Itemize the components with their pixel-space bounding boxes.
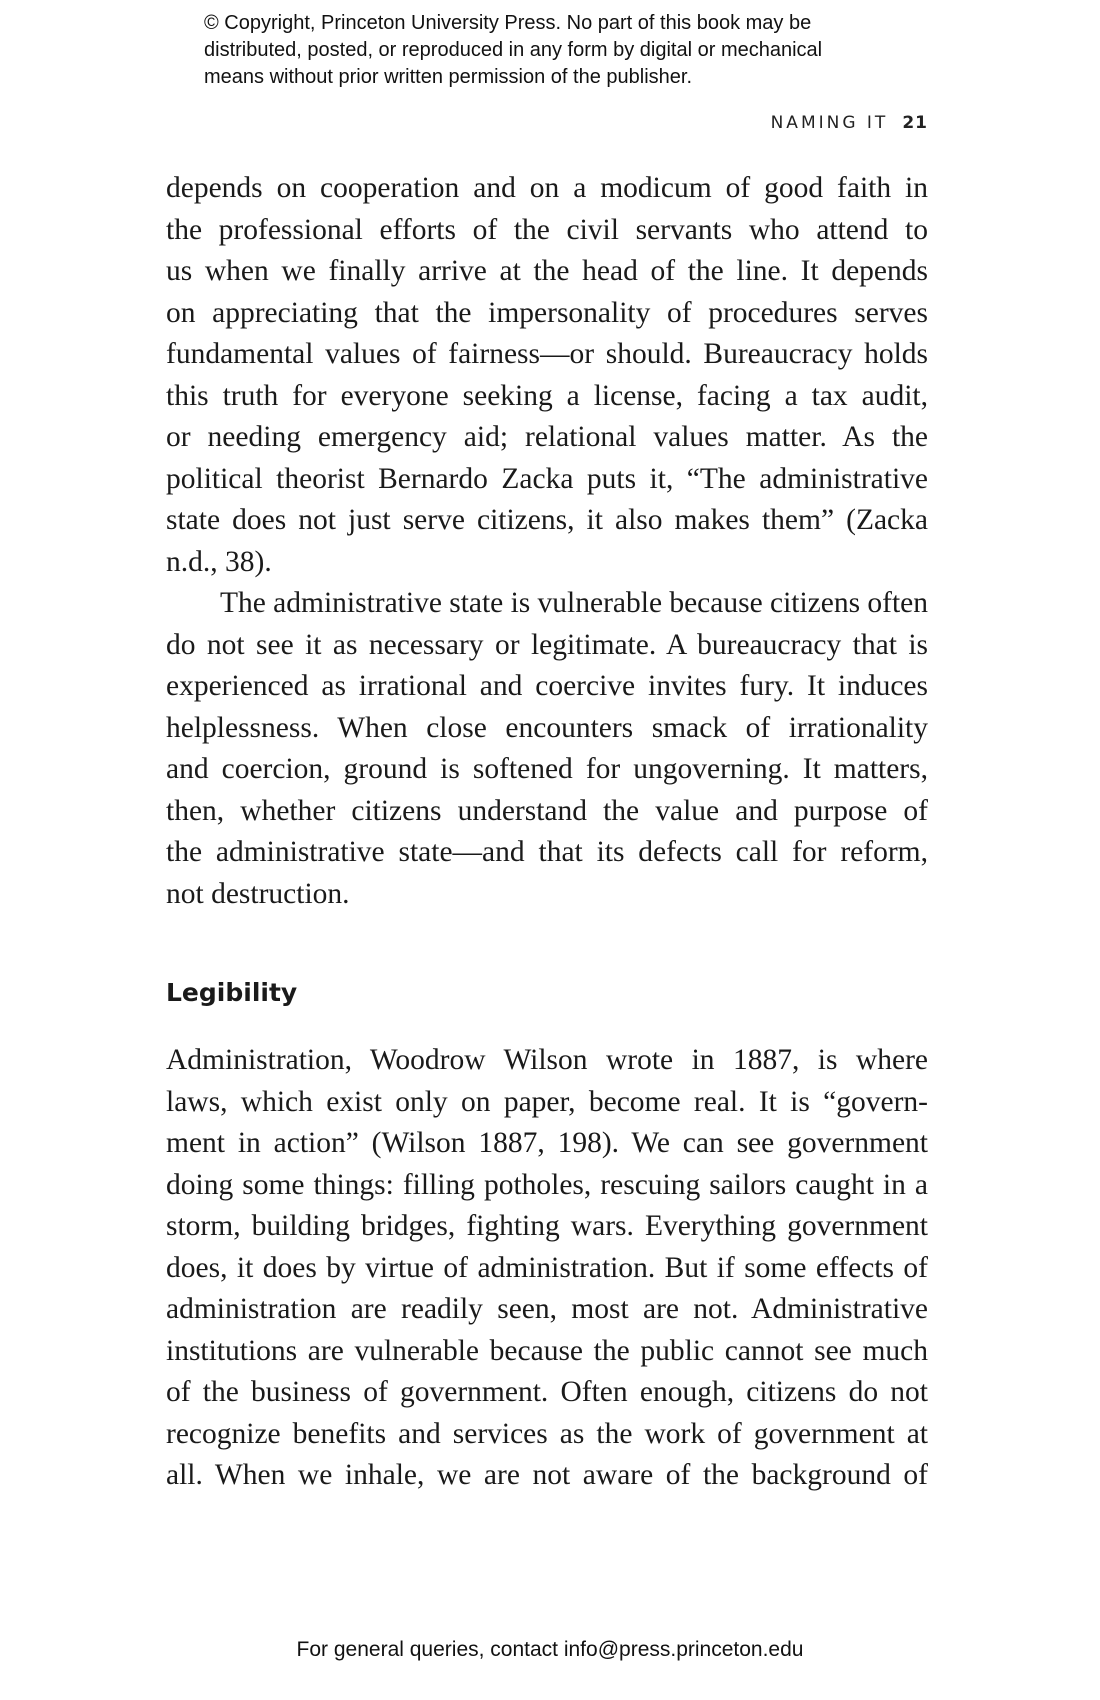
copyright-line: © Copyright, Princeton University Press. No part of this book may be [204,12,812,34]
text-line: of the business of government. Often enough, citizens do not [166,1376,928,1408]
text-line: us when we finally arrive at the head of the line. It depends [166,255,928,287]
paragraph-continued [166,168,928,583]
text-line: not destruction. [166,877,350,910]
text-line: ment in action” (Wilson 1887, 198). We can see government [166,1127,928,1159]
copyright-line: means without prior written permission of the publisher. [204,66,693,88]
section-heading: Legibility [166,978,298,1007]
text-line: n.d., 38). [166,545,272,578]
text-line: fundamental values of fairness—or should. Bureaucracy holds [166,338,928,370]
paragraph-vulnerable [166,583,928,915]
text-line: administration are readily seen, most are not. Administrative [166,1293,928,1325]
paragraph-legibility [166,1040,928,1497]
running-head [771,113,928,133]
text-line: on appreciating that the impersonality of procedures serves [166,296,928,329]
text-line: helplessness. When close encounters smack of irrationality [166,711,928,744]
footer-text: For general queries, contact info@press.princeton.edu [296,1638,804,1661]
text-line: or needing emergency aid; relational values matter. As the [166,421,928,453]
text-line: experienced as irrational and coercive invites fury. It induces [166,670,928,702]
text-line: recognize benefits and services as the work of government at [166,1417,928,1450]
text-line: the professional efforts of the civil servants who attend to [166,213,928,246]
text-line: The administrative state is vulnerable because citizens often [220,587,928,619]
footer-contact [0,1638,1100,1662]
page-number: 21 [902,113,928,133]
text-line: Administration, Woodrow Wilson wrote in 1887, is where [166,1044,928,1076]
text-line: state does not just serve citizens, it also makes them” (Zacka [166,504,928,536]
text-line: storm, building bridges, fighting wars. Everything government [166,1210,928,1242]
running-head-title: NAMING IT [770,113,889,133]
text-line: institutions are vulnerable because the public cannot see much [166,1334,928,1367]
copyright-notice [204,10,924,91]
text-line: depends on cooperation and on a modicum of good faith in [166,172,928,204]
text-line: do not see it as necessary or legitimate. A bureaucracy that is [166,628,928,661]
text-line: and coercion, ground is softened for ungoverning. It matters, [166,753,928,785]
text-line: then, whether citizens understand the value and purpose of [166,794,928,827]
text-line: laws, which exist only on paper, become real. It is “govern- [166,1085,928,1118]
text-line: doing some things: filling potholes, rescuing sailors caught in a [166,1168,928,1201]
text-line: does, it does by virtue of administration. But if some effects of [166,1251,928,1284]
copyright-line: distributed, posted, or reproduced in any form by digital or mechanical [204,39,823,61]
text-line: this truth for everyone seeking a license, facing a tax audit, [166,379,928,412]
text-line: all. When we inhale, we are not aware of the background of [166,1459,928,1491]
text-line: the administrative state—and that its defects call for reform, [166,836,928,868]
text-line: political theorist Bernardo Zacka puts it, “The administrative [166,462,928,495]
